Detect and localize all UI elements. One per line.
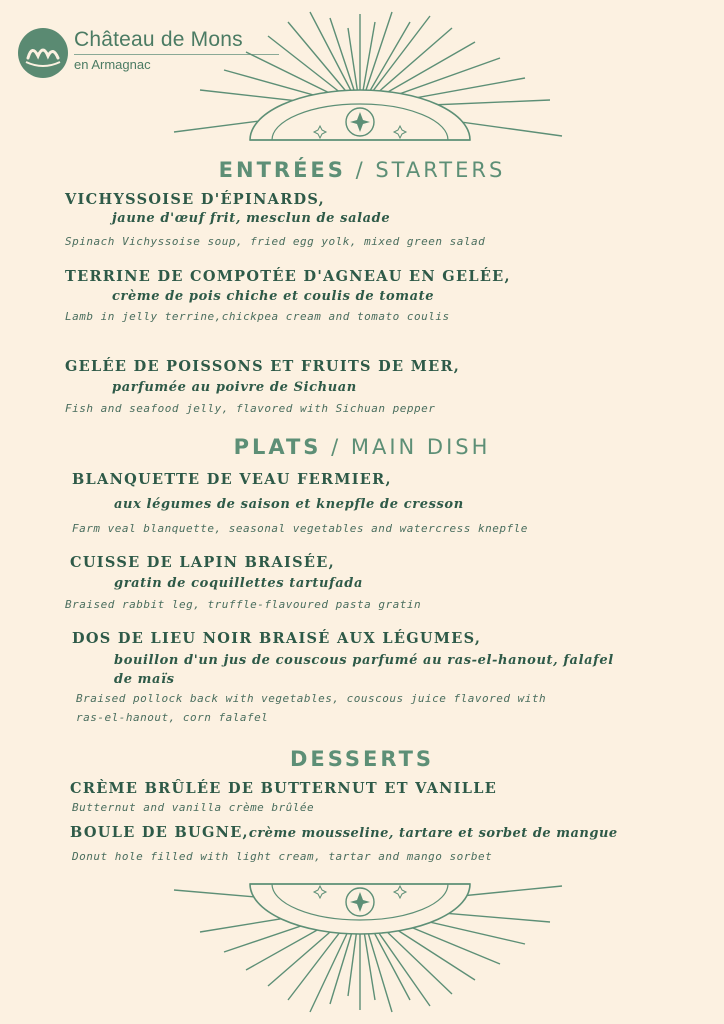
dish-description: jaune d'œuf frit, mesclun de salade [112,211,391,226]
dish-description: gratin de coquillettes tartufada [114,576,363,591]
top-sunburst-ornament-icon [160,8,580,148]
dish-english: Farm veal blanquette, seasonal vegetables and watercress knepfle [72,522,528,535]
dish-description: aux légumes de saison et knepfle de cresson [114,497,464,512]
section-title-mains [0,435,724,459]
dish-name: DOS DE LIEU NOIR BRAISÉ AUX LÉGUMES, [72,630,482,647]
section-separator: / [321,435,351,459]
dish-english: Butternut and vanilla crème brûlée [72,801,315,814]
dish-name: CRÈME BRÛLÉE DE BUTTERNUT ET VANILLE [70,780,498,797]
dish-description: bouillon d'un jus de couscous parfumé au ras-el-hanout, falafel [114,653,614,668]
dish-name: VICHYSSOISE D'ÉPINARDS, [65,191,326,208]
dish-english: Donut hole filled with light cream, tartar and mango sorbet [72,850,493,863]
section-title-starters [0,158,724,182]
section-title-en: MAIN DISH [350,435,491,459]
dish-english: Spinach Vichyssoise soup, fried egg yolk, mixed green salad [65,235,486,248]
section-title-fr: ENTRÉES [218,158,346,182]
bottom-sunburst-ornament-icon [160,876,580,1016]
dish-english: Braised rabbit leg, truffle-flavoured pasta gratin [65,598,422,611]
dish-description: de maïs [114,672,175,687]
dish-description: crème de pois chiche et coulis de tomate [112,289,435,304]
dish-name: CUISSE DE LAPIN BRAISÉE, [70,554,335,571]
dish-english: ras-el-hanout, corn falafel [76,711,269,724]
section-title-desserts: DESSERTS [289,747,435,771]
section-title-fr: PLATS [233,435,322,459]
dish-name: BLANQUETTE DE VEAU FERMIER, [72,471,392,488]
dish-english: Braised pollock back with vegetables, couscous juice flavored with [76,692,547,705]
dish-english: Lamb in jelly terrine,chickpea cream and tomato coulis [65,310,450,323]
dish-name-with-description [70,824,618,841]
dish-description: parfumée au poivre de Sichuan [112,380,357,395]
section-title-en: STARTERS [375,158,506,182]
dish-english: Fish and seafood jelly, flavored with Sichuan pepper [65,402,436,415]
dish-name: GELÉE DE POISSONS ET FRUITS DE MER, [65,358,461,375]
chateau-monogram-icon [18,28,68,78]
logo-title: Château de Mons [74,28,243,51]
dish-name: BOULE DE BUGNE, [70,824,249,841]
dish-description: crème mousseline, tartare et sorbet de mangue [248,826,618,841]
logo-subtitle: en Armagnac [74,54,279,73]
dish-name: TERRINE DE COMPOTÉE D'AGNEAU EN GELÉE, [65,268,511,285]
section-separator: / [345,158,376,182]
